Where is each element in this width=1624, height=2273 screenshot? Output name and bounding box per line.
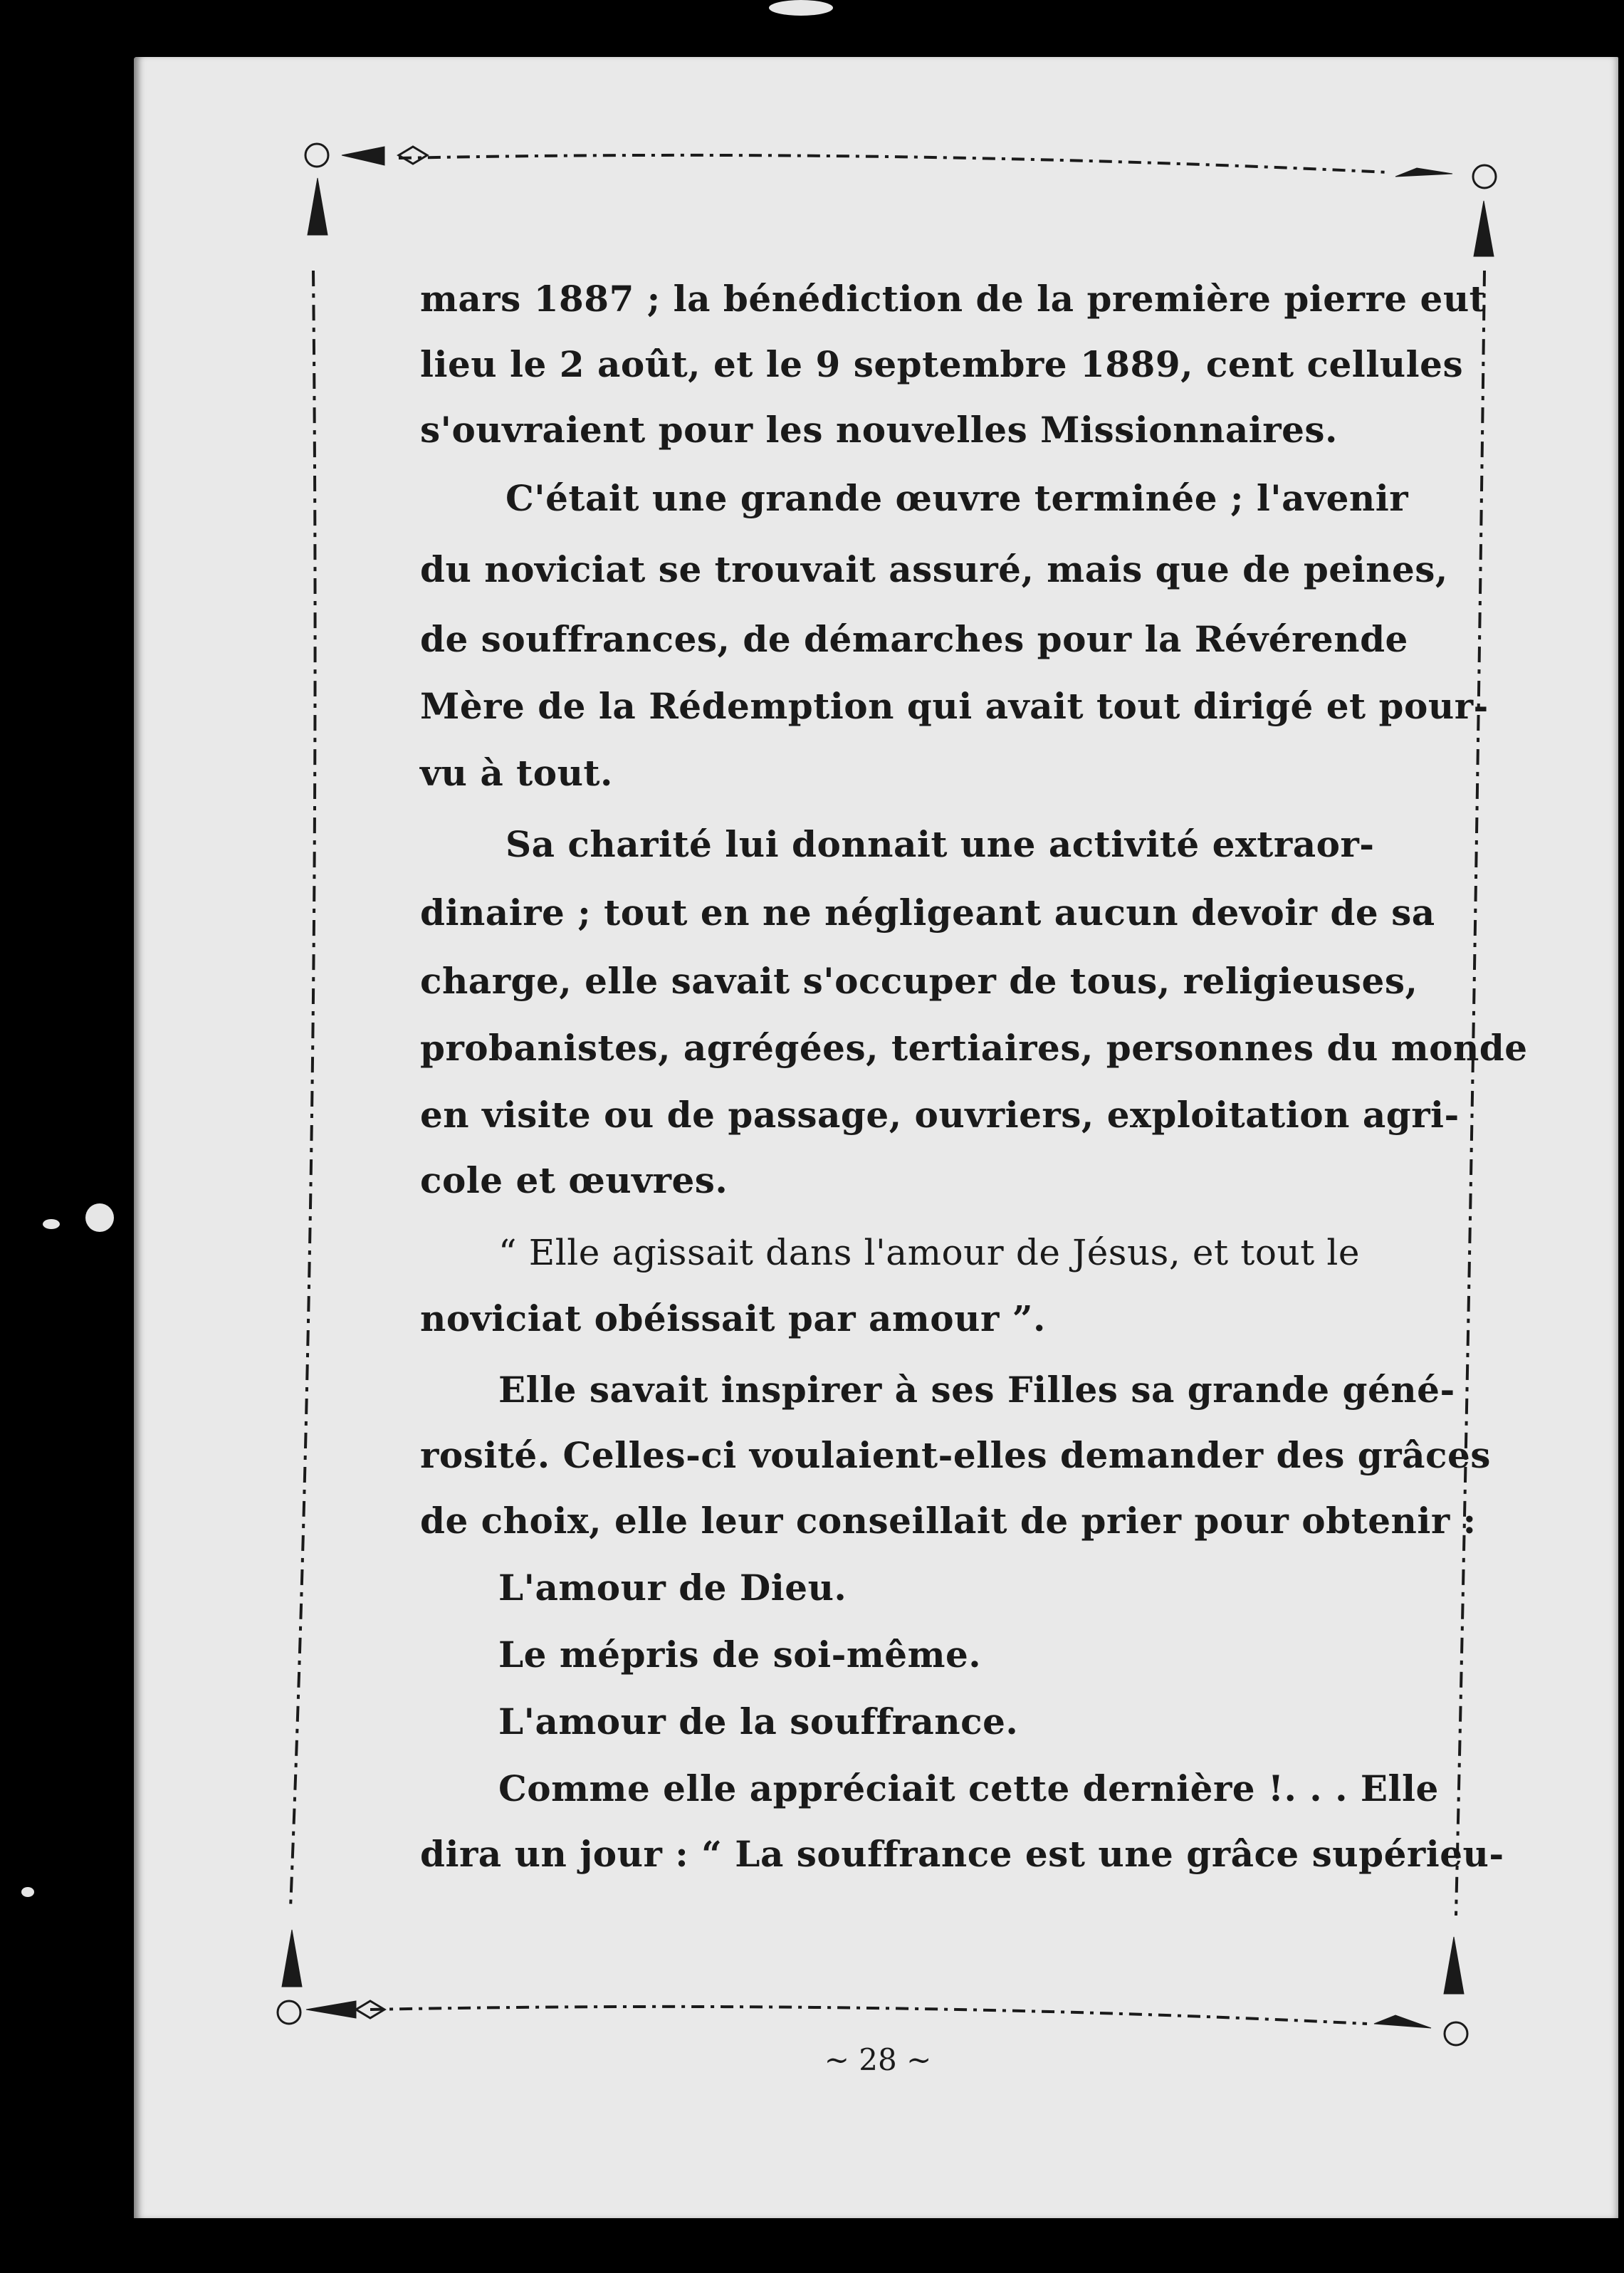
text-line: s'ouvraient pour les nouvelles Missionnaires. bbox=[420, 409, 1338, 451]
text-line: dira un jour : “ La souffrance est une grâce supérieu- bbox=[420, 1833, 1504, 1875]
scan-artifact bbox=[43, 1219, 60, 1229]
text-line: de souffrances, de démarches pour la Révérende bbox=[420, 618, 1408, 660]
text-line: de choix, elle leur conseillait de prier pour obtenir : bbox=[420, 1500, 1477, 1542]
scan-artifact bbox=[85, 1203, 114, 1232]
text-line: L'amour de Dieu. bbox=[498, 1567, 847, 1609]
text-line: “ Elle agissait dans l'amour de Jésus, et tout le bbox=[498, 1232, 1360, 1273]
text-line: Mère de la Rédemption qui avait tout dirigé et pour- bbox=[420, 685, 1489, 727]
text-line: mars 1887 ; la bénédiction de la première pierre eut bbox=[420, 278, 1487, 320]
text-line: Sa charité lui donnait une activité extraor- bbox=[505, 823, 1375, 865]
text-line: Le mépris de soi-même. bbox=[498, 1634, 982, 1676]
page-number bbox=[814, 2042, 942, 2077]
page-number-value: 28 bbox=[859, 2042, 897, 2077]
scan-artifact bbox=[769, 0, 833, 16]
text-line: vu à tout. bbox=[420, 752, 613, 794]
text-line: Elle savait inspirer à ses Filles sa grande géné- bbox=[498, 1369, 1455, 1411]
text-line: charge, elle savait s'occuper de tous, religieuses, bbox=[420, 960, 1418, 1002]
text-line: en visite ou de passage, ouvriers, exploitation agri- bbox=[420, 1094, 1460, 1136]
page-number-right-ornament: ~ bbox=[906, 2042, 932, 2077]
text-line: rosité. Celles-ci voulaient-elles demander des grâces bbox=[420, 1434, 1491, 1476]
text-line: L'amour de la souffrance. bbox=[498, 1700, 1019, 1742]
scan-artifact bbox=[21, 1887, 34, 1897]
text-line: C'était une grande œuvre terminée ; l'avenir bbox=[505, 477, 1409, 519]
text-line: Comme elle appréciait cette dernière !. . . Elle bbox=[498, 1767, 1439, 1809]
text-line: dinaire ; tout en ne négligeant aucun devoir de sa bbox=[420, 892, 1435, 934]
text-line: cole et œuvres. bbox=[420, 1159, 728, 1201]
text-line: probanistes, agrégées, tertiaires, personnes du monde bbox=[420, 1027, 1528, 1069]
text-line: lieu le 2 août, et le 9 septembre 1889, cent cellules bbox=[420, 343, 1464, 385]
text-line: noviciat obéissait par amour ”. bbox=[420, 1297, 1046, 1339]
text-line: du noviciat se trouvait assuré, mais que de peines, bbox=[420, 548, 1448, 590]
page-number-left-ornament: ~ bbox=[824, 2042, 849, 2077]
